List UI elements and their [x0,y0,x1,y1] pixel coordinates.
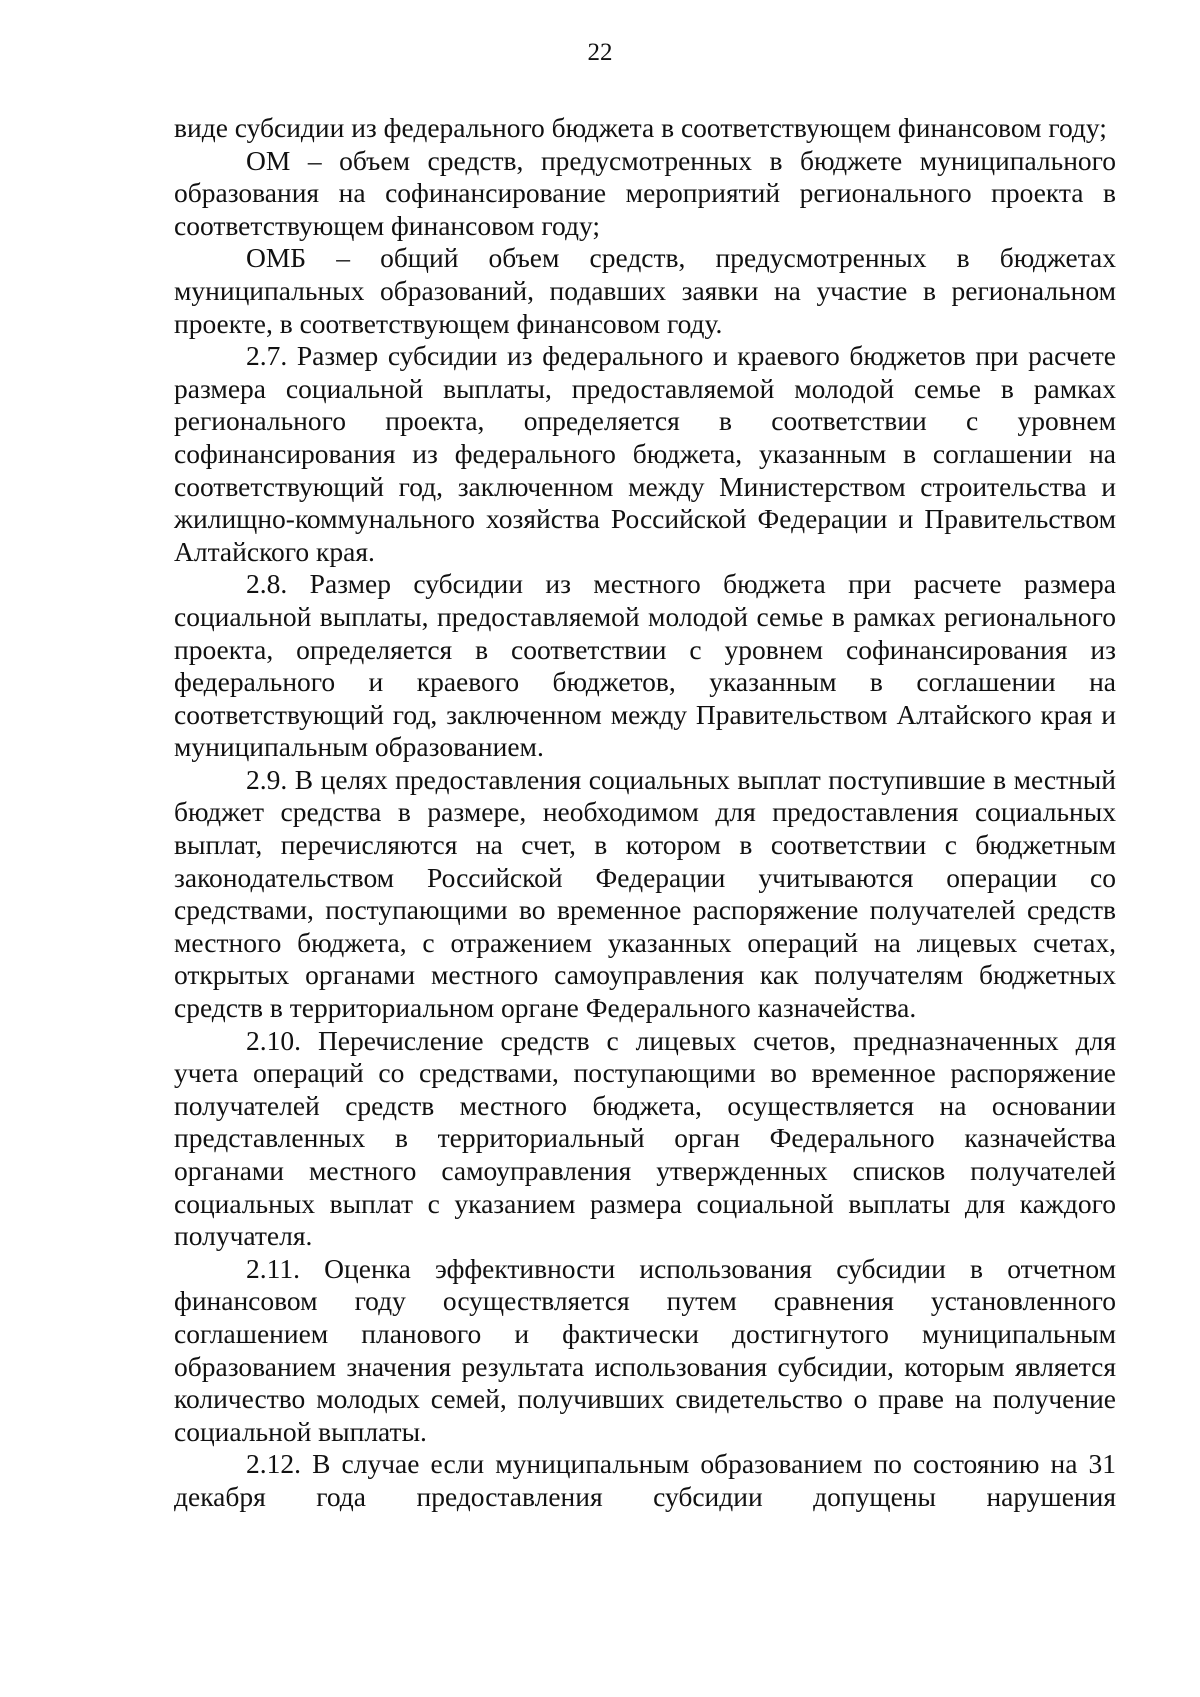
paragraph-omb-definition: ОМБ – общий объем средств, предусмотренных в бюджетах муниципальных образований, подавших заявки на участие в региональном проекте, в соответствующем финансовом году. [174,242,1116,339]
page-number: 22 [587,39,613,66]
document-body [174,112,1116,1514]
paragraph-2-10: 2.10. Перечисление средств с лицевых счетов, предназначенных для учета операций со средствами, поступающими во временное распоряжение получателей средств местного бюджета, осуществляется на основании представленных в территориальный орган Федерального казначейства органами местного самоуправления утвержденных списков получателей социальных выплат с указанием размера социальной выплаты для каждого получателя. [174,1024,1116,1252]
paragraph-2-7: 2.7. Размер субсидии из федерального и краевого бюджетов при расчете размера социальной выплаты, предоставляемой молодой семье в рамках регионального проекта, определяется в соответствии с уровнем софинансирования из федерального бюджета, указанным в соглашении на соответствующий год, заключенном между Министерством строительства и жилищно-коммунального хозяйства Российской Федерации и Правительством Алтайского края. [174,340,1116,567]
paragraph-2-11: 2.11. Оценка эффективности использования субсидии в отчетном финансовом году осуществляется путем сравнения установленного соглашением планового и фактически достигнутого муниципальным образованием значения результата использования субсидии, которым является количество молодых семей, получивших свидетельство о праве на получение социальной выплаты. [174,1252,1116,1447]
paragraph-om-definition: ОМ – объем средств, предусмотренных в бюджете муниципального образования на софинансирование мероприятий регионального проекта в соответствующем финансовом году; [174,144,1116,241]
paragraph-2-9: 2.9. В целях предоставления социальных выплат поступившие в местный бюджет средства в размере, необходимом для предоставления социальных выплат, перечисляются на счет, в котором в соответствии с бюджетным законодательством Российской Федерации учитываются операции со средствами, поступающими во временное распоряжение получателей средств местного бюджета, с отражением указанных операций на лицевых счетах, открытых органами местного самоуправления как получателям бюджетных средств в территориальном органе Федерального казначейства. [174,763,1116,1024]
paragraph-continuation: виде субсидии из федерального бюджета в соответствующем финансовом году; [174,112,1107,143]
paragraph-2-12: 2.12. В случае если муниципальным образованием по состоянию на 31 декабря года предоставления субсидии допущены нарушения [174,1448,1116,1512]
paragraph-2-8: 2.8. Размер субсидии из местного бюджета при расчете размера социальной выплаты, предоставляемой молодой семье в рамках регионального проекта, определяется в соответствии с уровнем софинансирования из федерального и краевого бюджетов, указанным в соглашении на соответствующий год, заключенном между Правительством Алтайского края и муниципальным образованием. [174,568,1116,763]
